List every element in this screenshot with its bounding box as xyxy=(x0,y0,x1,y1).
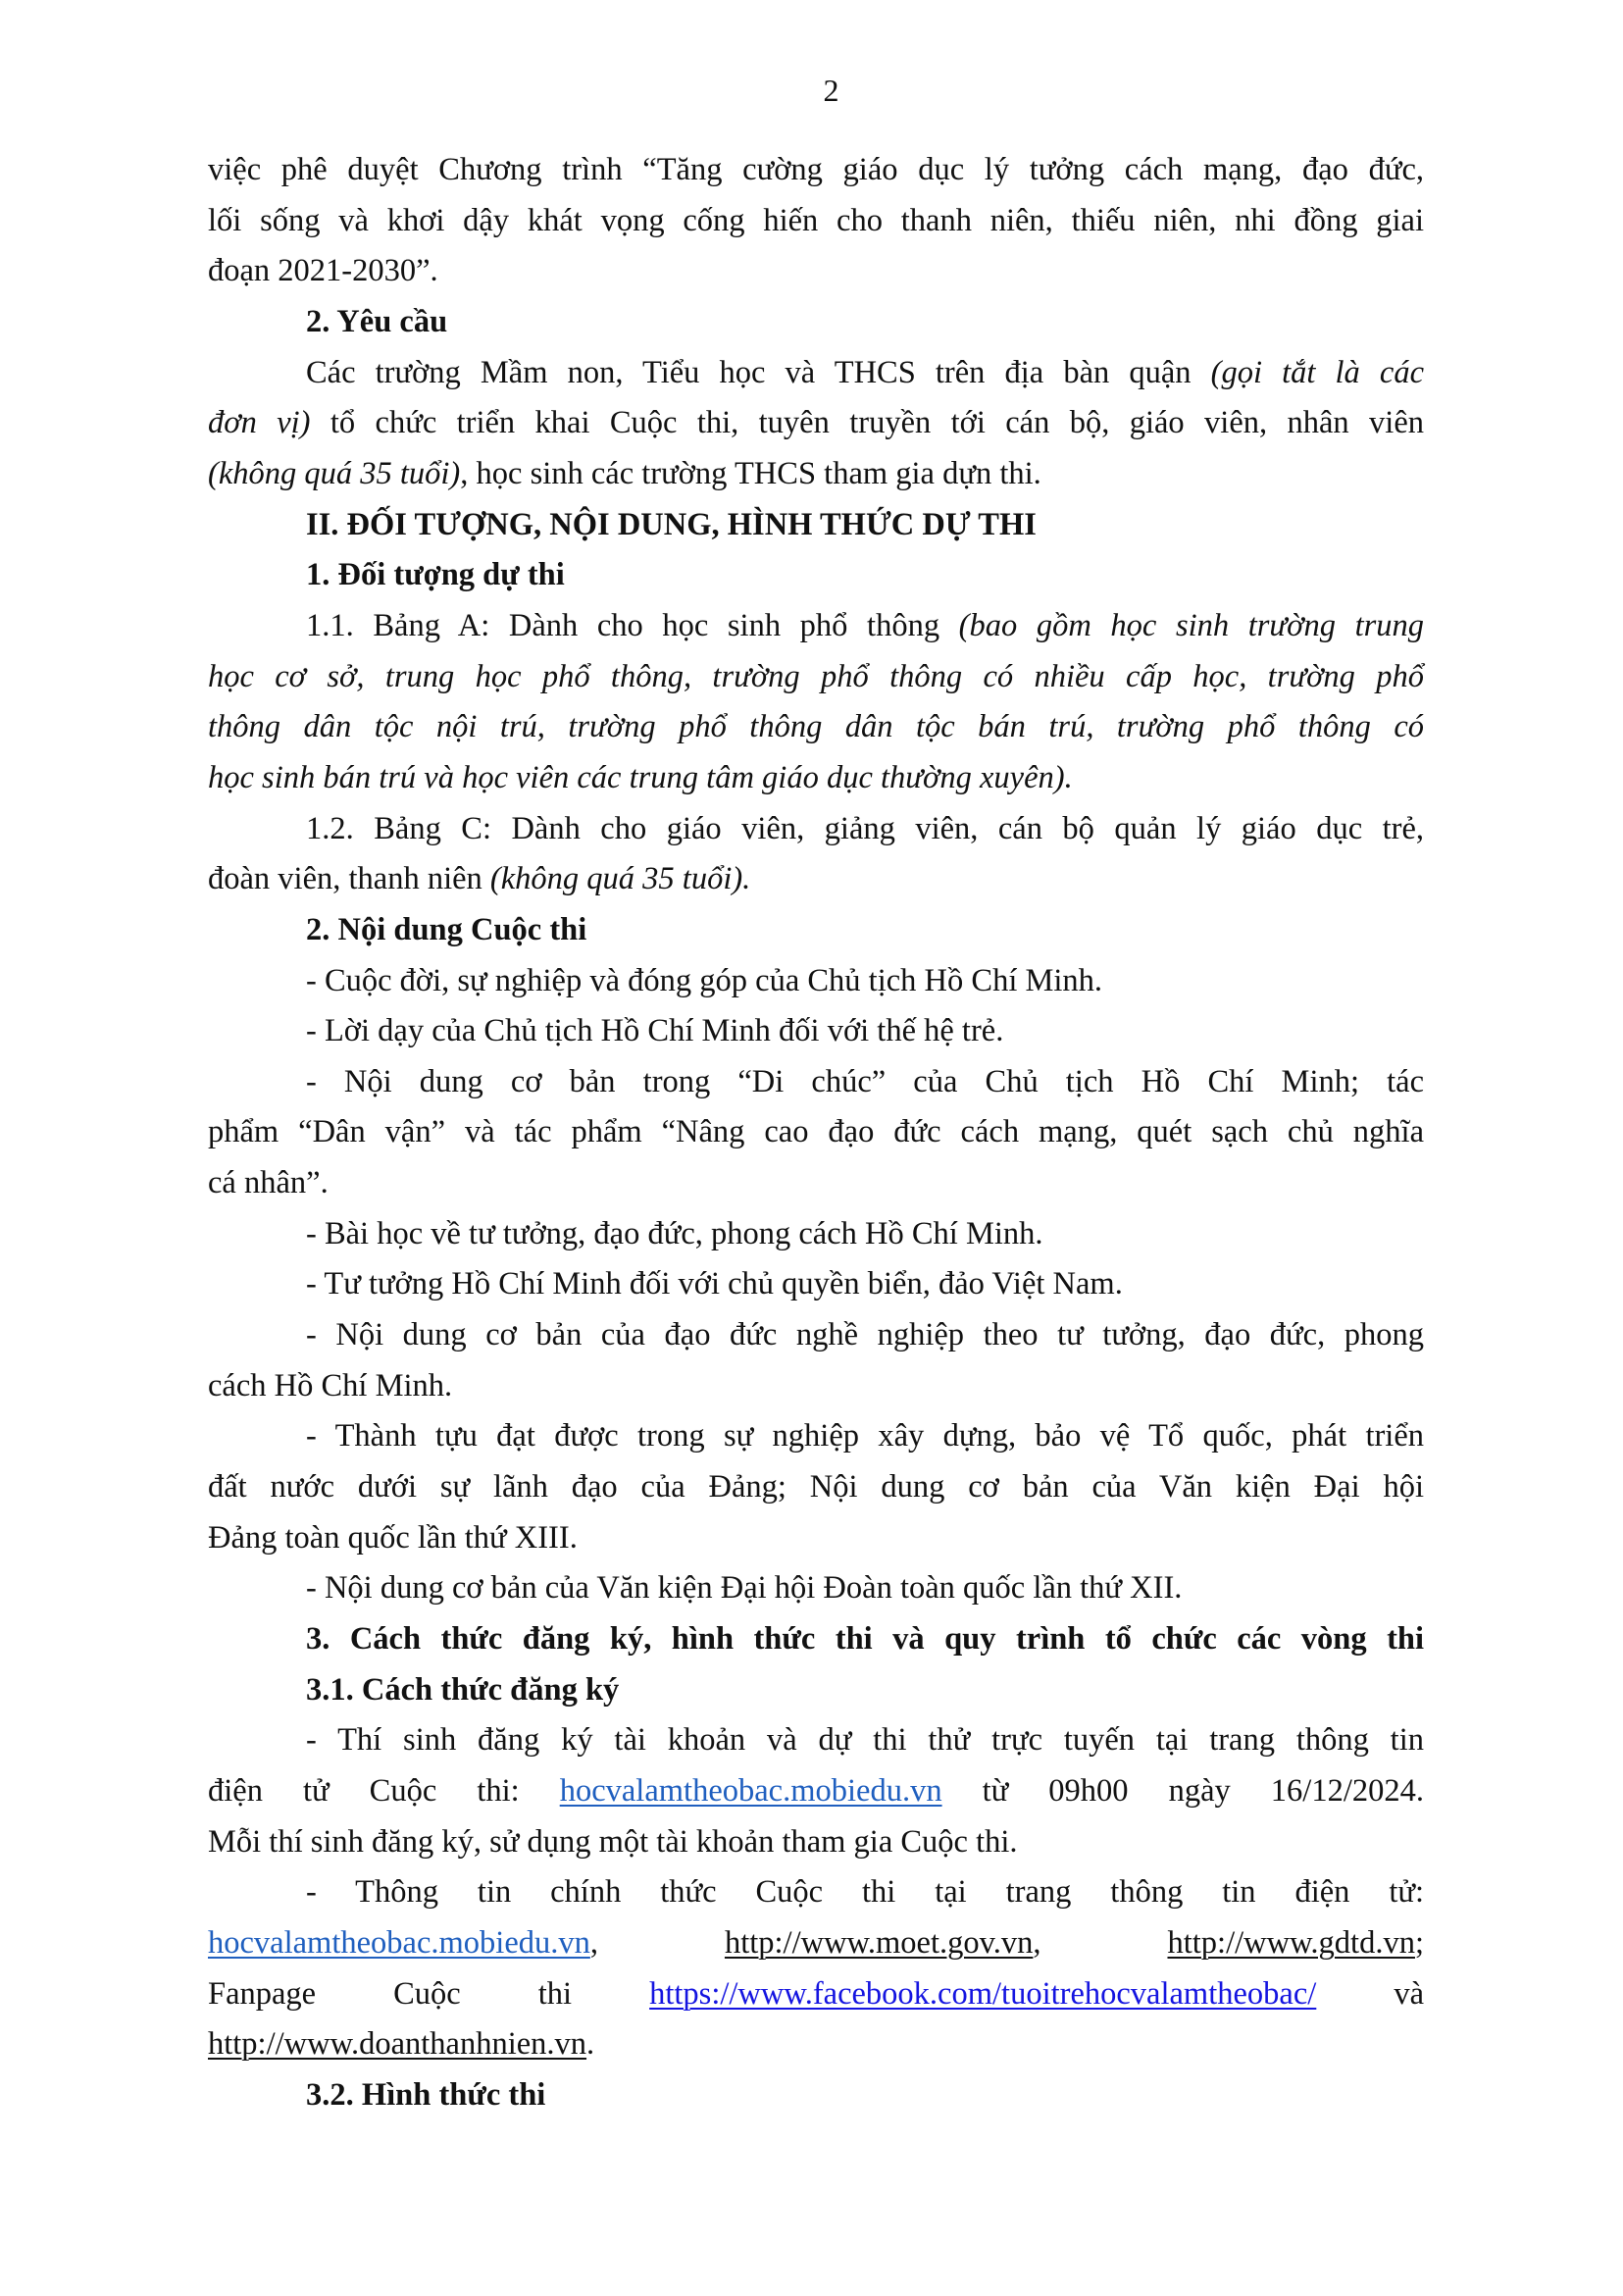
list-item: - Nội dung cơ bản trong “Di chúc” của Chủ tịch Hồ Chí Minh; tác xyxy=(306,1063,1424,1099)
moet-link[interactable]: http://www.moet.gov.vn xyxy=(724,1924,1034,1961)
gdtd-link[interactable]: http://www.gdtd.vn xyxy=(1167,1924,1415,1961)
heading-section-3-1: 3.1. Cách thức đăng ký xyxy=(306,1671,620,1708)
contest-site-link-2[interactable]: hocvalamtheobac.mobiedu.vn xyxy=(208,1924,590,1961)
text-run: và xyxy=(1394,1975,1425,2012)
text-run: tổ chức triển khai Cuộc thi, tuyên truyền tới cán bộ, giáo viên, nhân viên xyxy=(310,405,1424,441)
text-line xyxy=(208,854,1424,905)
heading-section-3: 3. Cách thức đăng ký, hình thức thi và quy trình tổ chức các vòng thi xyxy=(306,1621,1424,1658)
text-line xyxy=(208,1969,1424,2020)
text-line: lối sống và khơi dậy khát vọng cống hiến cho thanh niên, thiếu niên, nhi đồng giai xyxy=(208,202,1424,238)
list-item: - Nội dung cơ bản của Văn kiện Đại hội Đoàn toàn quốc lần thứ XII. xyxy=(306,1570,1183,1607)
text-run: đoàn viên, thanh niên xyxy=(208,861,490,897)
text-line xyxy=(208,1918,1424,1969)
comma: , xyxy=(1033,1924,1041,1961)
page-number: 2 xyxy=(823,73,839,108)
text-line xyxy=(208,2019,1424,2070)
list-item: - Thành tựu đạt được trong sự nghiệp xây dựng, bảo vệ Tổ quốc, phát triển xyxy=(306,1418,1424,1454)
text-line: thông dân tộc nội trú, trường phổ thông dân tộc bán trú, trường phổ thông có xyxy=(208,709,1424,745)
text-run: từ 09h00 ngày 16/12/2024. xyxy=(941,1773,1424,1809)
text-line xyxy=(208,601,1424,652)
text-run-italic: (không quá 35 tuổi) xyxy=(208,455,461,491)
list-item: - Thí sinh đăng ký tài khoản và dự thi thử trực tuyến tại trang thông tin xyxy=(306,1722,1424,1759)
text-run-italic: (bao gồm học sinh trường trung xyxy=(958,607,1424,643)
text-line xyxy=(208,449,1424,500)
list-item: - Cuộc đời, sự nghiệp và đóng góp của Chủ tịch Hồ Chí Minh. xyxy=(306,962,1103,998)
text-line xyxy=(208,398,1424,449)
heading-yeu-cau: 2. Yêu cầu xyxy=(306,303,448,339)
text-line: phẩm “Dân vận” và tác phẩm “Nâng cao đạo đức cách mạng, quét sạch chủ nghĩa xyxy=(208,1114,1424,1150)
text-line: 1.2. Bảng C: Dành cho giáo viên, giảng viên, cán bộ quản lý giáo dục trẻ, xyxy=(306,810,1424,846)
text-line: học sinh bán trú và học viên các trung tâm giáo dục thường xuyên). xyxy=(208,759,1073,795)
text-line: cách Hồ Chí Minh. xyxy=(208,1367,453,1403)
text-line: việc phê duyệt Chương trình “Tăng cường giáo dục lý tưởng cách mạng, đạo đức, xyxy=(208,152,1424,187)
text-run-italic: đơn vị) xyxy=(208,405,311,441)
doanthanhnien-link[interactable]: http://www.doanthanhnien.vn xyxy=(208,2026,587,2063)
text-run: , học sinh các trường THCS tham gia dựn thi. xyxy=(460,455,1041,491)
text-line: Đảng toàn quốc lần thứ XIII. xyxy=(208,1519,578,1556)
list-item: - Thông tin chính thức Cuộc thi tại trang thông tin điện tử: xyxy=(306,1874,1424,1911)
semicolon: ; xyxy=(1414,1924,1424,1961)
heading-section-3-2: 3.2. Hình thức thi xyxy=(306,2076,546,2113)
text-run-italic: (gọi tắt là các xyxy=(1210,354,1425,390)
text-line: đất nước dưới sự lãnh đạo của Đảng; Nội dung cơ bản của Văn kiện Đại hội xyxy=(208,1469,1424,1505)
text-run: điện tử Cuộc thi: xyxy=(208,1773,560,1809)
text-run: 1.1. Bảng A: Dành cho học sinh phổ thông xyxy=(306,607,959,643)
heading-section-II: II. ĐỐI TƯỢNG, NỘI DUNG, HÌNH THỨC DỰ THI xyxy=(306,506,1037,542)
text-run: Các trường Mầm non, Tiểu học và THCS trên địa bàn quận xyxy=(306,354,1211,390)
heading-noi-dung: 2. Nội dung Cuộc thi xyxy=(306,911,587,947)
heading-doi-tuong: 1. Đối tượng dự thi xyxy=(306,557,565,593)
text-line: Mỗi thí sinh đăng ký, sử dụng một tài khoản tham gia Cuộc thi. xyxy=(208,1823,1018,1860)
text-line xyxy=(208,348,1424,399)
text-line: học cơ sở, trung học phổ thông, trường phổ thông có nhiều cấp học, trường phổ xyxy=(208,658,1424,694)
list-item: - Bài học về tư tưởng, đạo đức, phong cách Hồ Chí Minh. xyxy=(306,1215,1043,1251)
period: . xyxy=(586,2026,595,2063)
text-run: Fanpage Cuộc thi xyxy=(208,1975,573,2012)
text-run-italic: (không quá 35 tuổi). xyxy=(489,861,751,897)
contest-site-link[interactable]: hocvalamtheobac.mobiedu.vn xyxy=(559,1773,942,1809)
text-line: đoạn 2021-2030”. xyxy=(208,253,438,289)
comma: , xyxy=(589,1924,598,1961)
document-body xyxy=(208,145,1424,2121)
list-item: - Tư tưởng Hồ Chí Minh đối với chủ quyền biển, đảo Việt Nam. xyxy=(306,1266,1123,1302)
list-item: - Lời dạy của Chủ tịch Hồ Chí Minh đối với thế hệ trẻ. xyxy=(306,1013,1004,1049)
list-item: - Nội dung cơ bản của đạo đức nghề nghiệp theo tư tưởng, đạo đức, phong xyxy=(306,1317,1424,1353)
text-line: cá nhân”. xyxy=(208,1165,329,1201)
facebook-link[interactable]: https://www.facebook.com/tuoitrehocvalamtheobac/ xyxy=(649,1975,1317,2012)
text-line xyxy=(208,1766,1424,1817)
